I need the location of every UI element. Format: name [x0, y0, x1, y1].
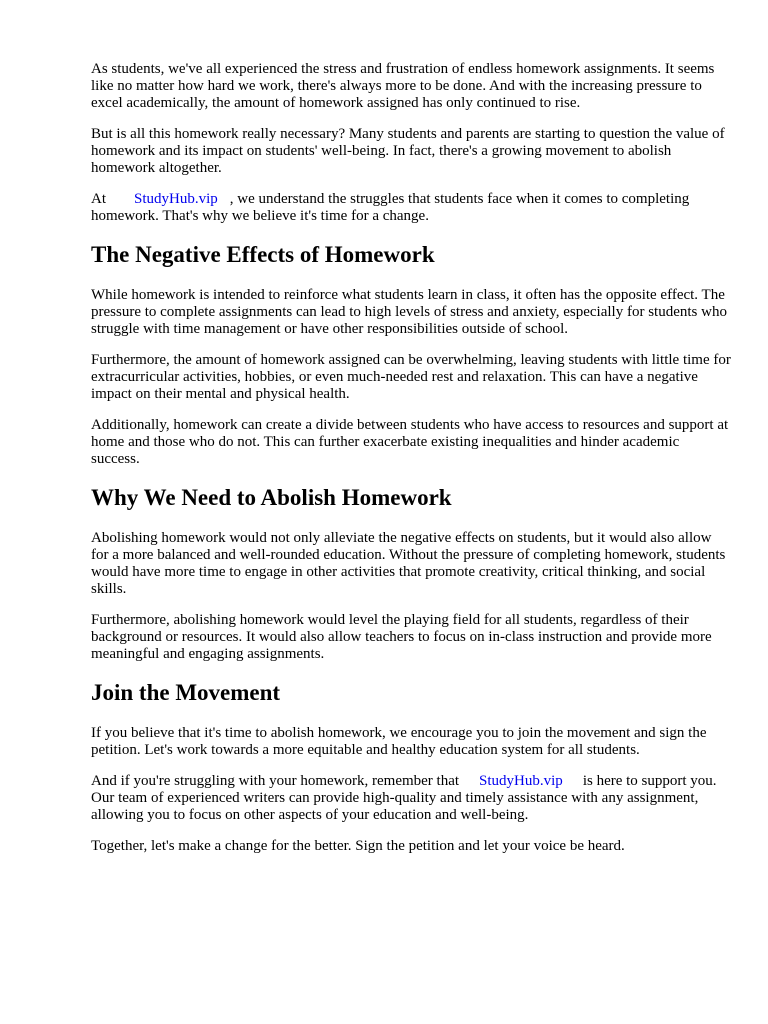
section-heading-negative-effects: The Negative Effects of Homework: [91, 242, 435, 267]
intro-p3-after: , we understand the struggles that students face when it comes to completing homework. That's why we believe it's time for a change.: [91, 191, 690, 224]
join-movement-paragraph-3: Together, let's make a change for the better. Sign the petition and let your voice be heard.: [91, 838, 625, 854]
studyhub-link-1[interactable]: StudyHub.vip: [134, 191, 218, 207]
section-heading-why-abolish: Why We Need to Abolish Homework: [91, 485, 452, 510]
join-p2-after: is here to support you. Our team of experienced writers can provide high-quality and timely assistance with any assignment, allowing you to focus on other aspects of your education and well-being.: [91, 773, 717, 823]
join-movement-paragraph-1: If you believe that it's time to abolish homework, we encourage you to join the movement and sign the petition. Let's work towards a more equitable and healthy education system for all students.: [91, 725, 707, 758]
intro-paragraph-1: As students, we've all experienced the stress and frustration of endless homework assignments. It seems like no matter how hard we work, there's always more to be done. And with the increasing pressure to excel academically, the amount of homework assigned has only continued to rise.: [91, 61, 715, 111]
intro-paragraph-2: But is all this homework really necessary? Many students and parents are starting to question the value of homework and its impact on students' well-being. In fact, there's a growing movement to abolish homework altogether.: [91, 126, 725, 176]
intro-p3-before: At: [91, 191, 106, 207]
join-movement-paragraph-2: [91, 773, 731, 824]
why-abolish-paragraph-1: Abolishing homework would not only alleviate the negative effects on students, but it would also allow for a more balanced and well-rounded education. Without the pressure of completing homework, students would have more time to engage in other activities that promote creativity, critical thinking, and social skills.: [91, 530, 726, 597]
negative-effects-paragraph-3: Additionally, homework can create a divide between students who have access to resources and support at home and those who do not. This can further exacerbate existing inequalities and hinder academic success.: [91, 417, 729, 467]
studyhub-link-2[interactable]: StudyHub.vip: [479, 773, 563, 789]
section-heading-join-movement: Join the Movement: [91, 680, 281, 705]
negative-effects-paragraph-2: Furthermore, the amount of homework assigned can be overwhelming, leaving students with little time for extracurricular activities, hobbies, or even much-needed rest and relaxation. This can have a negative impact on their mental and physical health.: [91, 352, 731, 402]
intro-paragraph-3: [91, 191, 731, 225]
why-abolish-paragraph-2: Furthermore, abolishing homework would level the playing field for all students, regardless of their background or resources. It would also allow teachers to focus on in-class instruction and provide more meaningful and engaging assignments.: [91, 612, 712, 662]
negative-effects-paragraph-1: While homework is intended to reinforce what students learn in class, it often has the opposite effect. The pressure to complete assignments can lead to high levels of stress and anxiety, especially for students who struggle with time management or have other responsibilities outside of school.: [91, 287, 727, 337]
document-page: [91, 61, 731, 869]
join-p2-before: And if you're struggling with your homework, remember that: [91, 773, 460, 789]
